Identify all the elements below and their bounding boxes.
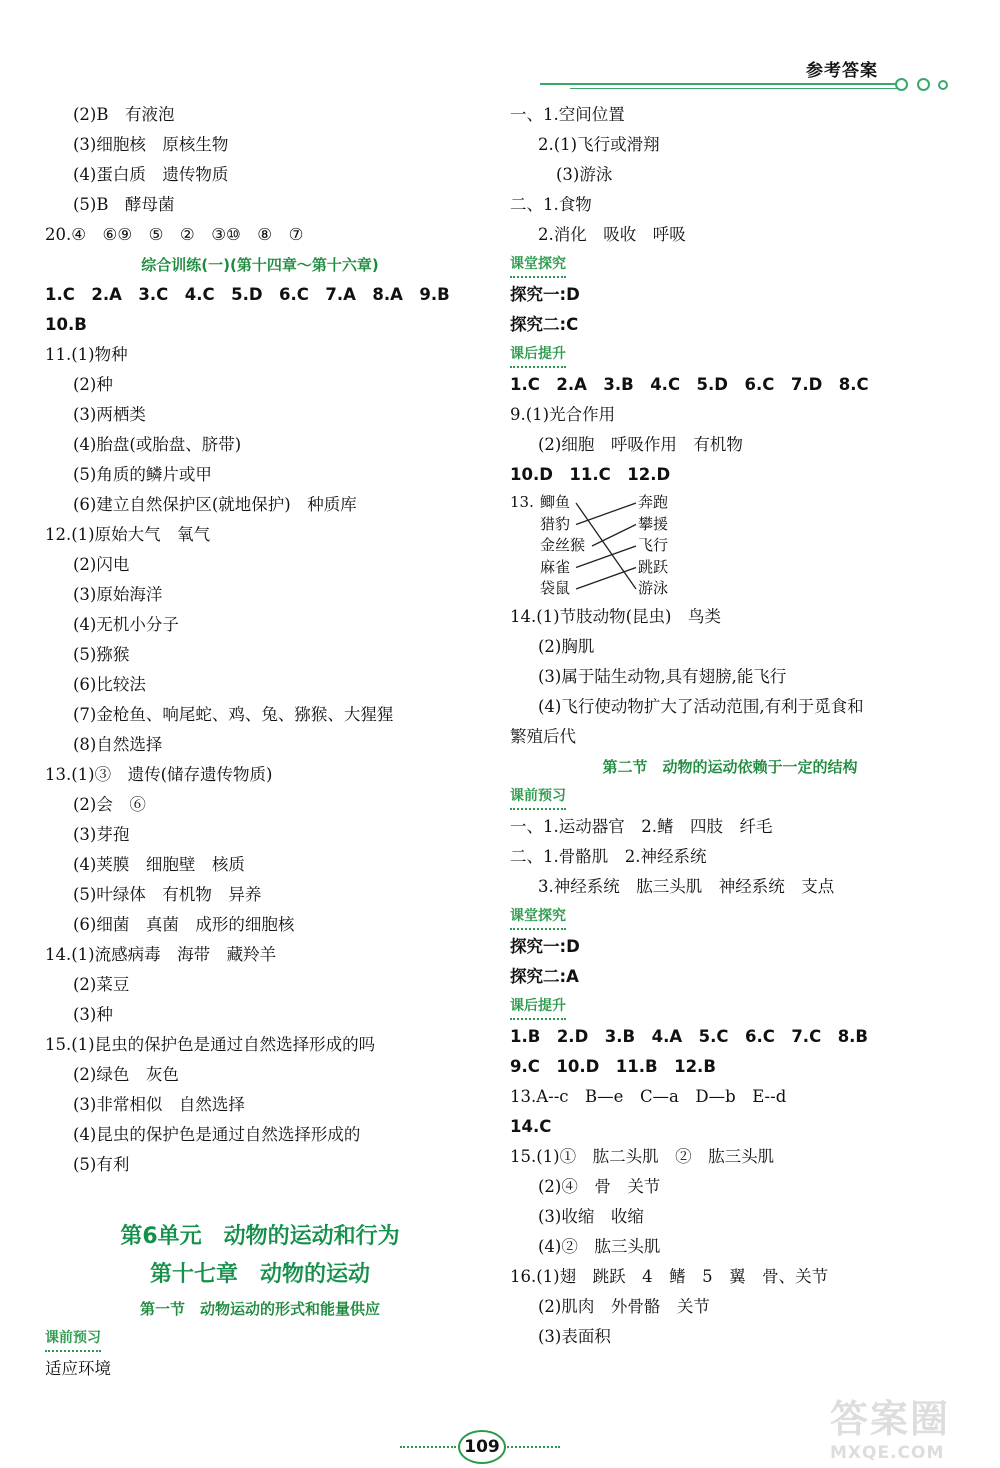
section-tag-wrap — [510, 250, 950, 280]
answer-line: 1.C 2.A 3.B 4.C 5.D 6.C 7.D 8.C — [510, 375, 869, 394]
answer-line: 10.D 11.C 12.D — [510, 465, 671, 484]
section-tag-wrap — [510, 992, 950, 1022]
header-dot — [938, 80, 948, 90]
match-left-item: 鲫鱼 — [540, 493, 571, 511]
answer-line: (6)建立自然保护区(就地保护) 种质库 — [73, 495, 357, 514]
page-number: 109 — [458, 1430, 506, 1464]
match-right-item: 攀援 — [638, 514, 669, 533]
answer-line: (2)④ 骨 关节 — [538, 1177, 661, 1196]
match-left-item: 猎豹 — [540, 514, 571, 533]
answer-line: 13.A--c B—e C—a D—b E--d — [510, 1087, 787, 1106]
watermark-logo-text: 答案圈 — [830, 1397, 951, 1441]
answer-line: (2)胸肌 — [538, 637, 595, 656]
answer-line: 二、1.食物 — [510, 195, 592, 214]
answer-line: 二、1.骨骼肌 2.神经系统 — [510, 847, 707, 866]
section-tag: 课堂探究 — [510, 906, 566, 930]
match-line — [576, 503, 636, 525]
section-tag-wrap — [510, 902, 950, 932]
answer-line: (8)自然选择 — [73, 735, 163, 754]
section-tag-wrap — [510, 340, 950, 370]
answer-line: (4)无机小分子 — [73, 615, 179, 634]
header-dot — [895, 78, 908, 91]
match-right-item: 跳跃 — [638, 557, 669, 576]
answer-line: 探究一:D — [510, 285, 580, 304]
answer-line: 繁殖后代 — [510, 727, 576, 746]
section-tag: 课后提升 — [510, 996, 566, 1020]
section-tag-wrap — [510, 782, 950, 812]
section-tag: 课前预习 — [45, 1328, 101, 1352]
answer-line: (3)种 — [73, 1005, 113, 1024]
answer-line: (4)蛋白质 遗传物质 — [73, 165, 229, 184]
answer-line: 9.(1)光合作用 — [510, 405, 616, 424]
matching-diagram — [510, 490, 950, 602]
answer-line: (3)收缩 收缩 — [538, 1207, 644, 1226]
answer-line: (2)细胞 呼吸作用 有机物 — [538, 435, 743, 454]
answer-line: 适应环境 — [45, 1359, 111, 1378]
section-title: 第一节 动物运动的形式和能量供应 — [139, 1300, 380, 1318]
answer-line: (3)游泳 — [556, 165, 613, 184]
answer-line: 11.(1)物种 — [45, 345, 128, 364]
header-rule — [540, 83, 900, 85]
answer-line: 探究二:C — [510, 315, 579, 334]
answer-line: 一、1.运动器官 2.鳍 四肢 纤毛 — [510, 817, 773, 836]
chapter-title: 第十七章 动物的运动 — [149, 1262, 370, 1287]
answer-line: (2)闪电 — [73, 555, 130, 574]
answer-line: 16.(1)翅 跳跃 4 鳍 5 翼 骨、关节 — [510, 1267, 829, 1286]
answer-line: (5)角质的鳞片或甲 — [73, 465, 212, 484]
answer-line: (3)芽孢 — [73, 825, 130, 844]
answer-line: 12.(1)原始大气 氧气 — [45, 525, 211, 544]
answer-line: (2)种 — [73, 375, 113, 394]
match-right-item: 游泳 — [638, 579, 669, 597]
match-line — [576, 568, 636, 590]
right-column — [510, 100, 950, 1352]
header-rule-thin — [570, 88, 900, 89]
answer-line: (3)属于陆生动物,具有翅膀,能飞行 — [538, 667, 787, 686]
answer-line: (4)② 肱三头肌 — [538, 1237, 661, 1256]
question-number: 13. — [510, 493, 534, 511]
answer-line: (2)B 有液泡 — [73, 105, 175, 124]
answer-line: (4)胎盘(或胎盘、脐带) — [73, 435, 242, 454]
answer-line: (4)昆虫的保护色是通过自然选择形成的 — [73, 1125, 361, 1144]
answer-line: 探究一:D — [510, 937, 580, 956]
answer-line: 20.④ ⑥⑨ ⑤ ② ③⑩ ⑧ ⑦ — [45, 225, 304, 244]
answer-line: 15.(1)昆虫的保护色是通过自然选择形成的吗 — [45, 1035, 376, 1054]
left-column — [45, 100, 475, 1384]
answer-line: (5)猕猴 — [73, 645, 130, 664]
section-tag: 课后提升 — [510, 344, 566, 368]
answer-line: 2.(1)飞行或滑翔 — [538, 135, 660, 154]
match-left-item: 麻雀 — [540, 557, 571, 576]
right-answer-list-bottom — [510, 602, 950, 1352]
answer-line: 14.(1)节肢动物(昆虫) 鸟类 — [510, 607, 721, 626]
answer-line: 14.(1)流感病毒 海带 藏羚羊 — [45, 945, 277, 964]
answer-line: 3.神经系统 肱三头肌 神经系统 支点 — [538, 877, 835, 896]
answer-line: 14.C — [510, 1117, 552, 1136]
page-header — [510, 50, 960, 95]
match-right-item: 飞行 — [638, 536, 669, 554]
watermark-url: MXQE.COM — [830, 1443, 945, 1463]
match-line — [576, 503, 636, 589]
answer-line: (2)会 ⑥ — [73, 795, 146, 814]
answer-line: (6)比较法 — [73, 675, 146, 694]
answer-line: 1.B 2.D 3.B 4.A 5.C 6.C 7.C 8.B — [510, 1027, 869, 1046]
right-answer-list-top — [510, 100, 950, 490]
left-answer-list — [45, 100, 475, 1180]
section-title: 综合训练(一)(第十四章～第十六章) — [141, 256, 379, 274]
answer-line: (2)菜豆 — [73, 975, 130, 994]
answer-line: 探究二:A — [510, 967, 579, 986]
answer-line: (2)肌肉 外骨骼 关节 — [538, 1297, 710, 1316]
page-footer — [400, 1432, 560, 1462]
answer-line: (4)飞行使动物扩大了活动范围,有利于觅食和 — [538, 697, 864, 716]
answer-line: (5)有利 — [73, 1155, 130, 1174]
answer-line: (6)细菌 真菌 成形的细胞核 — [73, 915, 295, 934]
answer-line: (3)非常相似 自然选择 — [73, 1095, 245, 1114]
answer-line: (2)绿色 灰色 — [73, 1065, 179, 1084]
watermark — [830, 1388, 980, 1463]
answer-line: 15.(1)① 肱二头肌 ② 肱三头肌 — [510, 1147, 775, 1166]
answer-line: 13.(1)③ 遗传(储存遗传物质) — [45, 765, 273, 784]
answer-line: (7)金枪鱼、响尾蛇、鸡、兔、猕猴、大猩猩 — [73, 705, 394, 724]
match-lines — [510, 490, 710, 602]
unit-title: 第6单元 动物的运动和行为 — [120, 1224, 400, 1249]
answer-line: (3)细胞核 原核生物 — [73, 135, 229, 154]
answer-line: 1.C 2.A 3.C 4.C 5.D 6.C 7.A 8.A 9.B — [45, 285, 450, 304]
answer-line: (4)荚膜 细胞壁 核质 — [73, 855, 245, 874]
section-tag-wrap — [45, 1324, 475, 1354]
header-dot — [917, 78, 930, 91]
match-line — [576, 546, 636, 568]
answer-line: (3)两栖类 — [73, 405, 146, 424]
answer-line: (3)表面积 — [538, 1327, 611, 1346]
match-left-item: 袋鼠 — [540, 579, 571, 597]
answer-line: 10.B — [45, 315, 87, 334]
answer-line: 2.消化 吸收 呼吸 — [538, 225, 686, 244]
header-title: 参考答案 — [806, 61, 878, 81]
answer-line: (3)原始海洋 — [73, 585, 163, 604]
answer-line: 9.C 10.D 11.B 12.B — [510, 1057, 716, 1076]
answer-line: (5)B 酵母菌 — [73, 195, 175, 214]
footer-dots-left — [400, 1446, 456, 1448]
section-title: 第二节 动物的运动依赖于一定的结构 — [602, 758, 858, 776]
section-tag: 课堂探究 — [510, 254, 566, 278]
answer-line: 一、1.空间位置 — [510, 105, 625, 124]
match-right-item: 奔跑 — [638, 493, 669, 511]
match-left-item: 金丝猴 — [540, 536, 586, 554]
answer-line: (5)叶绿体 有机物 异养 — [73, 885, 262, 904]
footer-dots-right — [504, 1446, 560, 1448]
section-tag: 课前预习 — [510, 786, 566, 810]
